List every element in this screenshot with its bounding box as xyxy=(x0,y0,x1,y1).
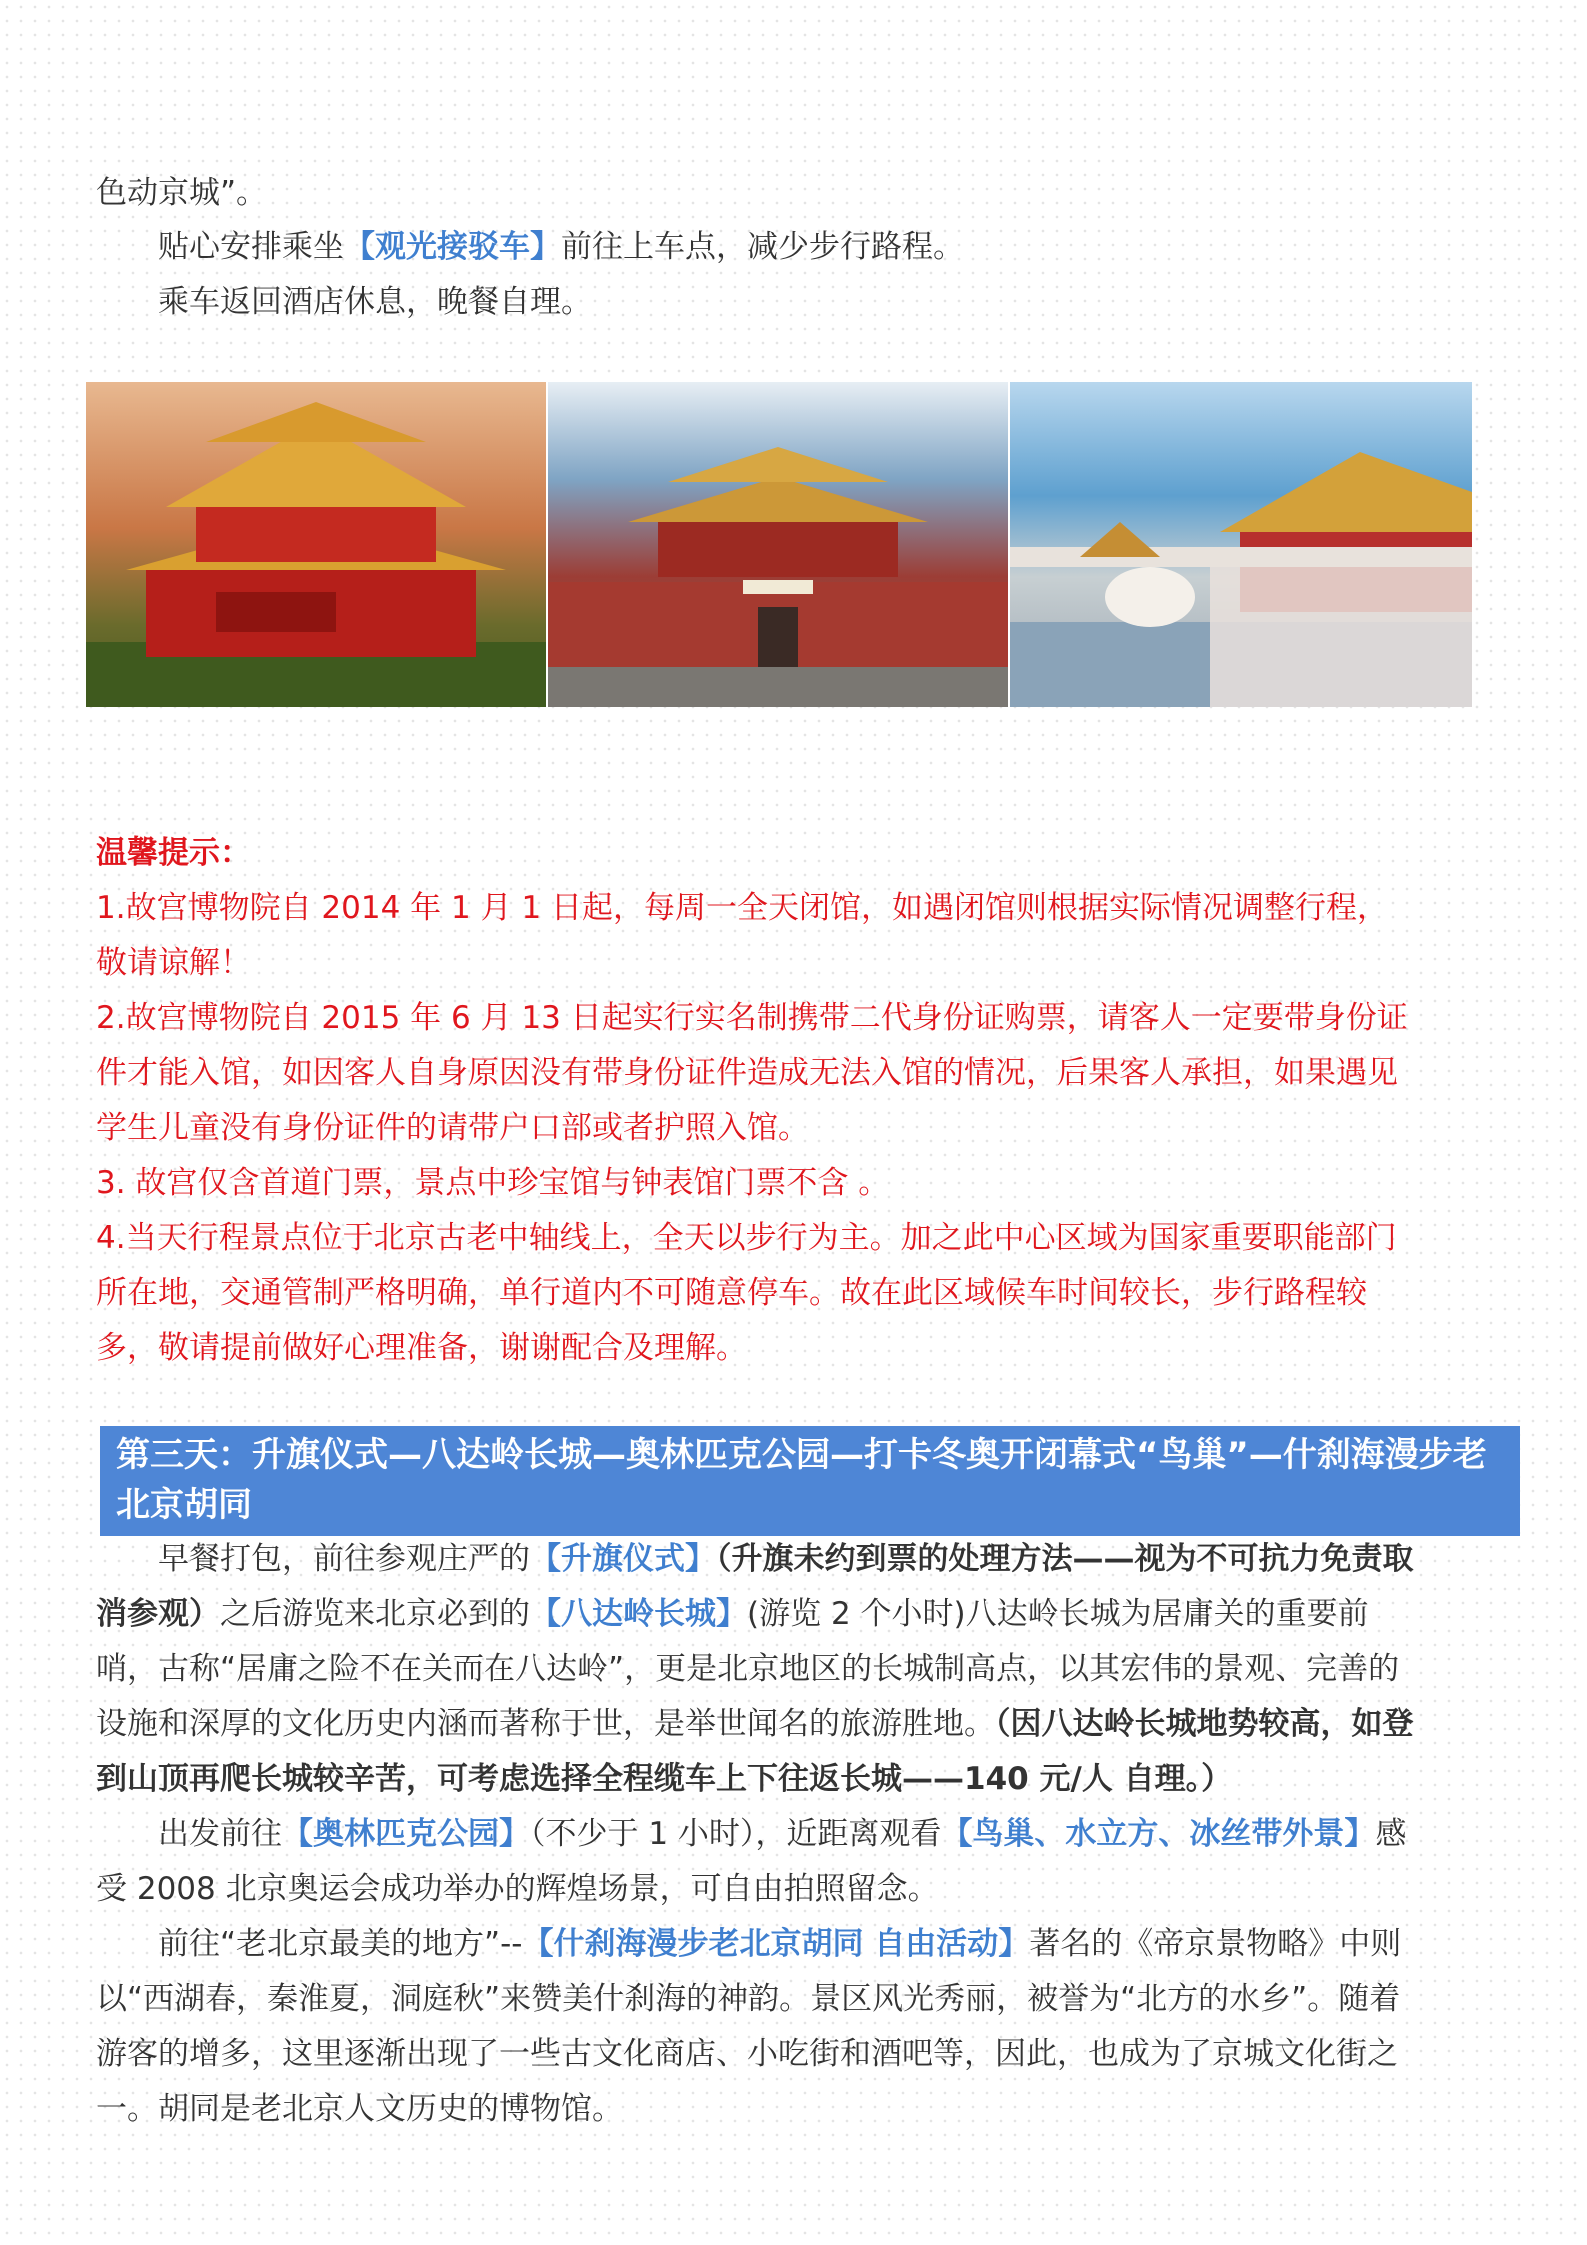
intro-line-2-rest: 前往上车点，减少步行路程。 xyxy=(561,229,964,265)
p2-text-a: 出发前往 xyxy=(158,1816,282,1852)
warm-tips xyxy=(96,826,1416,1376)
intro-line-3: 乘车返回酒店休息，晚餐自理。 xyxy=(158,284,592,320)
olympic-park-highlight: 【奥林匹克公园】 xyxy=(282,1816,530,1852)
p1-bold-note: （升旗未约到票的处理方法——视为不可抗力免责取消参观） xyxy=(96,1541,1414,1632)
flag-raising-highlight: 【升旗仪式】 xyxy=(530,1541,716,1577)
intro-line-2 xyxy=(96,220,1416,275)
intro-line-2-text: 贴心安排乘坐 xyxy=(158,229,344,265)
day-3-body xyxy=(96,1532,1416,2137)
tip-item-4: 4.当天行程景点位于北京古老中轴线上，全天以步行为主。加之此中心区域为国家重要职能部门所在地，交通管制严格明确，单行道内不可随意停车。故在此区域候车时间较长，步行路程较多，敬请提前做好心理准备，谢谢配合及理解。 xyxy=(96,1220,1397,1366)
tiananmen-gate-photo xyxy=(86,382,546,707)
tip-item-1: 1.故宫博物院自 2014 年 1 月 1 日起，每周一全天闭馆，如遇闭馆则根据实际情况调整行程，敬请谅解！ xyxy=(96,890,1389,981)
palace-moat-photo xyxy=(1008,382,1472,707)
p2-text-b: （不少于 1 小时），近距离观看 xyxy=(530,1816,942,1852)
p1-text-a: 早餐打包，前往参观庄严的 xyxy=(158,1541,530,1577)
tip-item-2: 2.故宫博物院自 2015 年 6 月 13 日起实行实名制携带二代身份证购票，请客人一定要带身份证件才能入馆，如因客人自身原因没有带身份证件造成无法入馆的情况，后果客人承担，如果遇见学生儿童没有身份证件的请带户口部或者护照入馆。 xyxy=(96,1000,1408,1146)
birds-nest-highlight: 【鸟巢、水立方、冰丝带外景】 xyxy=(941,1816,1376,1852)
day-3-paragraph-1 xyxy=(96,1532,1416,1807)
day-3-header: 第三天：升旗仪式—八达岭长城—奥林匹克公园—打卡冬奥开闭幕式“鸟巢”—什刹海漫步老北京胡同 xyxy=(100,1426,1520,1536)
day-3-paragraph-2 xyxy=(96,1807,1416,1917)
p1-text-c: 之后游览来北京必到的 xyxy=(220,1596,530,1632)
day-3-paragraph-3 xyxy=(96,1917,1416,2137)
intro-line-1: 色动京城”。 xyxy=(96,175,268,211)
p1-text-d: (游览 2 个小时)八达岭长城为居庸关的重要前哨，古称“居庸之险不在关而在八达岭”，更是北京地区的长城制高点，以其宏伟的景观、完善的设施和深厚的文化历史内涵而著称于世，是举世闻名的旅游胜地。 xyxy=(96,1596,1400,1742)
forbidden-city-photo-strip xyxy=(86,382,1472,707)
p3-text-b: 著名的《帝京景物略》中则以“西湖春，秦淮夏，洞庭秋”来赞美什刹海的神韵。景区风光秀丽，被誉为“北方的水乡”。随着游客的增多，这里逐渐出现了一些古文化商店、小吃街和酒吧等，因此，也成为了京城文化街之一。胡同是老北京人文历史的博物馆。 xyxy=(96,1926,1402,2127)
meridian-gate-photo xyxy=(546,382,1008,707)
p1-cable-car-note: （因八达岭长城地势较高，如登到山顶再爬长城较辛苦，可考虑选择全程缆车上下往返长城——140 元/人 自理。） xyxy=(96,1706,1414,1797)
tip-item-3: 3. 故宫仅含首道门票，景点中珍宝馆与钟表馆门票不含 。 xyxy=(96,1165,890,1201)
warm-tips-title: 温馨提示： xyxy=(96,835,251,871)
shuttle-bus-highlight: 【观光接驳车】 xyxy=(344,229,561,265)
badaling-highlight: 【八达岭长城】 xyxy=(530,1596,747,1632)
p3-text-a: 前往“老北京最美的地方”-- xyxy=(158,1926,523,1962)
p2-text-c: 感受 2008 北京奥运会成功举办的辉煌场景，可自由拍照留念。 xyxy=(96,1816,1407,1907)
shichahai-highlight: 【什刹海漫步老北京胡同 自由活动】 xyxy=(522,1926,1030,1962)
